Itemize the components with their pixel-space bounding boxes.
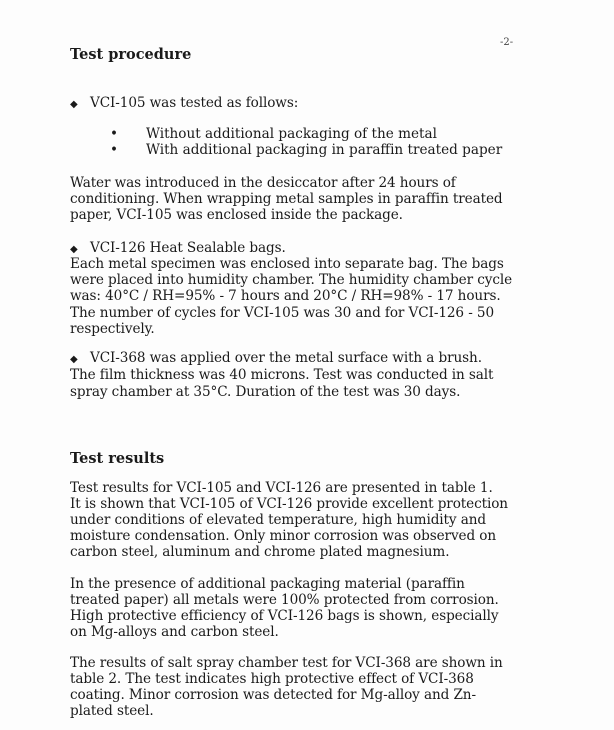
paragraph-line: The film thickness was 40 microns. Test was conducted in salt — [70, 367, 494, 383]
paragraph-line: spray chamber at 35°C. Duration of the test was 30 days. — [70, 384, 461, 400]
sub-item — [110, 126, 437, 142]
paragraph-line: carbon steel, aluminum and chrome plated magnesium. — [70, 544, 450, 560]
diamond-bullet-icon: ◆ — [70, 244, 78, 255]
paragraph-line: under conditions of elevated temperature, high humidity and — [70, 512, 486, 528]
paragraph-line: respectively. — [70, 321, 155, 337]
paragraph-line: moisture condensation. Only minor corrosion was observed on — [70, 528, 497, 544]
paragraph-line: plated steel. — [70, 703, 154, 719]
paragraph-line: were placed into humidity chamber. The humidity chamber cycle — [70, 272, 513, 288]
bullet-text: VCI-105 was tested as follows: — [90, 95, 299, 111]
diamond-bullet-icon: ◆ — [70, 354, 78, 365]
paragraph-line: The results of salt spray chamber test for VCI-368 are shown in — [70, 655, 503, 671]
paragraph-line: coating. Minor corrosion was detected for Mg-alloy and Zn- — [70, 687, 476, 703]
paragraph-line: Each metal specimen was enclosed into separate bag. The bags — [70, 256, 504, 272]
paragraph-line: conditioning. When wrapping metal samples in paraffin treated — [70, 191, 503, 207]
diamond-bullet-icon: ◆ — [70, 99, 78, 110]
paragraph-line: In the presence of additional packaging material (paraffin — [70, 576, 465, 592]
bullet-vci-368 — [70, 350, 482, 366]
bullet-vci-105 — [70, 95, 298, 111]
paragraph-line: It is shown that VCI-105 of VCI-126 provide excellent protection — [70, 496, 508, 512]
results-heading: Test results — [70, 450, 165, 467]
page-number: -2- — [500, 37, 514, 48]
sub-item-text: Without additional packaging of the metal — [146, 126, 437, 142]
dot-bullet-icon: • — [110, 126, 119, 142]
paragraph-line: on Mg-alloys and carbon steel. — [70, 624, 279, 640]
sub-item — [110, 142, 502, 158]
sub-item-text: With additional packaging in paraffin treated paper — [146, 142, 503, 158]
paragraph-line: paper, VCI-105 was enclosed inside the package. — [70, 207, 403, 223]
paragraph-line: Test results for VCI-105 and VCI-126 are presented in table 1. — [70, 480, 493, 496]
dot-bullet-icon: • — [110, 142, 119, 158]
bullet-text: VCI-368 was applied over the metal surface with a brush. — [90, 350, 482, 366]
procedure-heading: Test procedure — [70, 46, 192, 63]
bullet-text: VCI-126 Heat Sealable bags. — [90, 240, 286, 256]
paragraph-line: The number of cycles for VCI-105 was 30 and for VCI-126 - 50 — [70, 305, 495, 321]
paragraph-line: table 2. The test indicates high protective effect of VCI-368 — [70, 671, 474, 687]
paragraph-line: Water was introduced in the desiccator after 24 hours of — [70, 175, 456, 191]
bullet-vci-126 — [70, 240, 286, 256]
paragraph-line: treated paper) all metals were 100% protected from corrosion. — [70, 592, 499, 608]
paragraph-line: High protective efficiency of VCI-126 bags is shown, especially — [70, 608, 499, 624]
paragraph-line: was: 40°C / RH=95% - 7 hours and 20°C / RH=98% - 17 hours. — [70, 288, 501, 304]
